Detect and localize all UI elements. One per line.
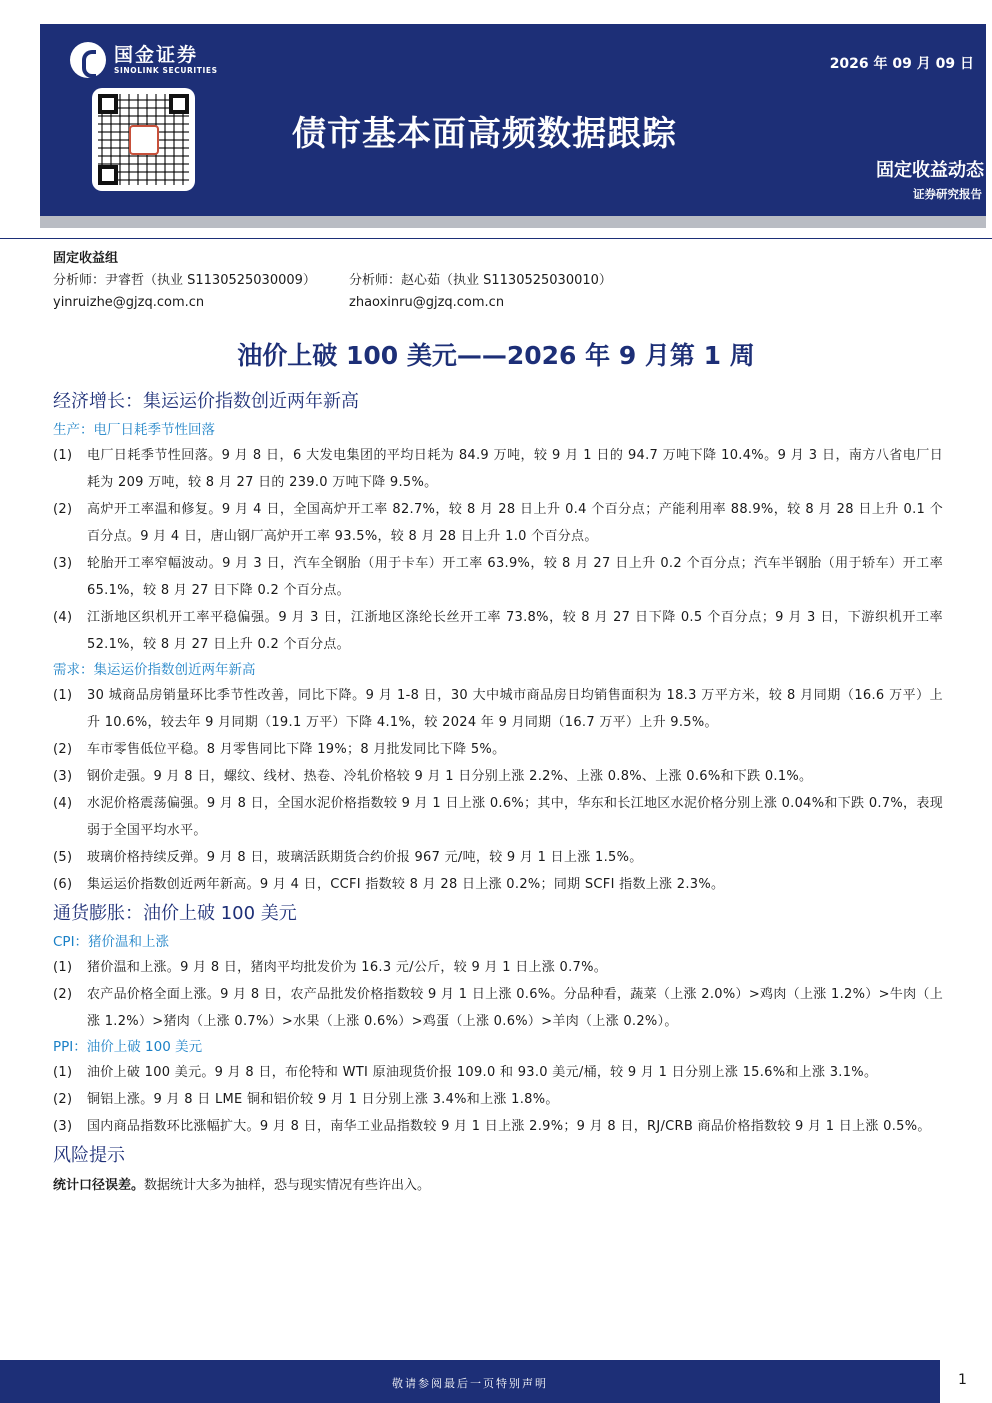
list-item: (1) 猪价温和上涨。9 月 8 日，猪肉平均批发价为 16.3 元/公斤，较 9 月 1 日上涨 0.7%。 — [53, 960, 608, 975]
section-heading-inflation: 通货膨胀：油价上破 100 美元 — [53, 903, 297, 924]
qr-code-icon — [92, 88, 195, 191]
analyst-2-email[interactable]: zhaoxinru@gjzq.com.cn — [349, 295, 505, 310]
sub-heading-production: 生产：电厂日耗季节性回落 — [53, 422, 215, 438]
company-logo — [70, 42, 218, 78]
footer-notice: 敬请参阅最后一页特别声明 — [392, 1377, 548, 1390]
main-title: 油价上破 100 美元——2026 年 9 月第 1 周 — [237, 341, 755, 370]
list-item: (5) 玻璃价格持续反弹。9 月 8 日，玻璃活跃期货合约价报 967 元/吨，较 9 月 1 日上涨 1.5%。 — [53, 850, 643, 865]
list-item: (3) 国内商品指数环比涨幅扩大。9 月 8 日，南华工业品指数较 9 月 1 日上涨 2.9%；9 月 8 日，RJ/CRB 商品价格指数较 9 月 1 日上涨 0.5%。 — [53, 1119, 931, 1134]
list-item: (2) 高炉开工率温和修复。9 月 4 日，全国高炉开工率 82.7%，较 8 月 28 日上升 0.4 个百分点；产能利用率 88.9%，较 8 月 28 日上升 0.1 个百分点。9 月 4 日，唐山钢厂高炉开工率 93.5%，较 8 月 28 日上升 1.0 个百分点。 — [53, 502, 943, 544]
analyst-1: 分析师：尹睿哲（执业 S1130525030009） — [53, 273, 316, 288]
list-item: (2) 车市零售低位平稳。8 月零售同比下降 19%；8 月批发同比下降 5%。 — [53, 742, 506, 757]
sub-heading-ppi: PPI：油价上破 100 美元 — [53, 1039, 203, 1055]
logo-icon — [70, 42, 106, 78]
risk-note — [53, 1172, 943, 1200]
logo-en: SINOLINK SECURITIES — [114, 66, 218, 75]
list-item: (6) 集运运价指数创近两年新高。9 月 4 日，CCFI 指数较 8 月 28 日上涨 0.2%；同期 SCFI 指数上涨 2.3%。 — [53, 877, 725, 892]
risk-note-title: 统计口径误差。 — [53, 1178, 145, 1193]
sub-heading-demand: 需求：集运运价指数创近两年新高 — [53, 662, 256, 678]
analyst-2: 分析师：赵心茹（执业 S1130525030010） — [349, 273, 612, 288]
page-number: 1 — [958, 1372, 967, 1388]
list-item: (4) 水泥价格震荡偏强。9 月 8 日，全国水泥价格指数较 9 月 1 日上涨 0.6%；其中，华东和长江地区水泥价格分别上涨 0.04%和下跌 0.7%，表现弱于全国平均水平。 — [53, 796, 943, 838]
section-heading-growth: 经济增长：集运运价指数创近两年新高 — [53, 391, 359, 412]
analyst-1-email[interactable]: yinruizhe@gjzq.com.cn — [53, 295, 205, 310]
logo-cn: 国金证券 — [114, 44, 199, 66]
list-item: (3) 钢价走强。9 月 8 日，螺纹、线材、热卷、冷轧价格较 9 月 1 日分别上涨 2.2%、上涨 0.8%、上涨 0.6%和下跌 0.1%。 — [53, 769, 813, 784]
list-item: (1) 油价上破 100 美元。9 月 8 日，布伦特和 WTI 原油现货价报 109.0 和 93.0 美元/桶，较 9 月 1 日分别上涨 15.6%和上涨 3.1%。 — [53, 1065, 878, 1080]
list-item: (2) 农产品价格全面上涨。9 月 8 日，农产品批发价格指数较 9 月 1 日上涨 0.6%。分品种看，蔬菜（上涨 2.0%）>鸡肉（上涨 1.2%）>牛肉（上涨 1.2%）>猪肉（上涨 0.7%）>水果（上涨 0.6%）>鸡蛋（上涨 0.6%）>羊肉（上涨 0.2%）。 — [53, 987, 943, 1029]
team-name: 固定收益组 — [53, 251, 119, 266]
report-body — [53, 386, 943, 1200]
risk-note-text: 数据统计大多为抽样，恐与现实情况有些许出入。 — [144, 1178, 431, 1193]
list-item: (1) 电厂日耗季节性回落。9 月 8 日，6 大发电集团的平均日耗为 84.9 万吨，较 9 月 1 日的 94.7 万吨下降 10.4%。9 月 3 日，南方八省电厂日耗为 209 万吨，较 8 月 27 日的 239.0 万吨下降 9.5%。 — [53, 448, 943, 490]
qr-center-icon — [129, 125, 159, 155]
analyst-block — [53, 248, 612, 314]
list-item: (1) 30 城商品房销量环比季节性改善，同比下降。9 月 1-8 日，30 大中城市商品房日均销售面积为 18.3 万平方米，较 8 月同期（16.6 万平）上升 10.6%，较去年 9 月同期（19.1 万平）下降 4.1%，较 2024 年 9 月同期（16.7 万平）上升 9.5%。 — [53, 688, 943, 730]
list-item: (4) 江浙地区织机开工率平稳偏强。9 月 3 日，江浙地区涤纶长丝开工率 73.8%，较 8 月 27 日下降 0.5 个百分点；9 月 3 日，下游织机开工率 52.1%，较 8 月 27 日上升 0.2 个百分点。 — [53, 610, 943, 652]
sub-heading-cpi: CPI：猪价温和上涨 — [53, 934, 170, 950]
report-type: 固定收益动态 — [876, 160, 984, 181]
report-title: 债市基本面高频数据跟踪 — [292, 114, 677, 154]
report-date: 2026 年 09 月 09 日 — [829, 56, 974, 72]
section-heading-risk: 风险提示 — [53, 1145, 125, 1166]
header-banner — [40, 24, 986, 216]
divider — [0, 238, 992, 239]
list-item: (3) 轮胎开工率窄幅波动。9 月 3 日，汽车全钢胎（用于卡车）开工率 63.9%，较 8 月 27 日上升 0.2 个百分点；汽车半钢胎（用于轿车）开工率 65.1%，较 8 月 27 日下降 0.2 个百分点。 — [53, 556, 943, 598]
list-item: (2) 铜铝上涨。9 月 8 日 LME 铜和铝价较 9 月 1 日分别上涨 3.4%和上涨 1.8%。 — [53, 1092, 559, 1107]
report-kind: 证券研究报告 — [913, 187, 982, 201]
